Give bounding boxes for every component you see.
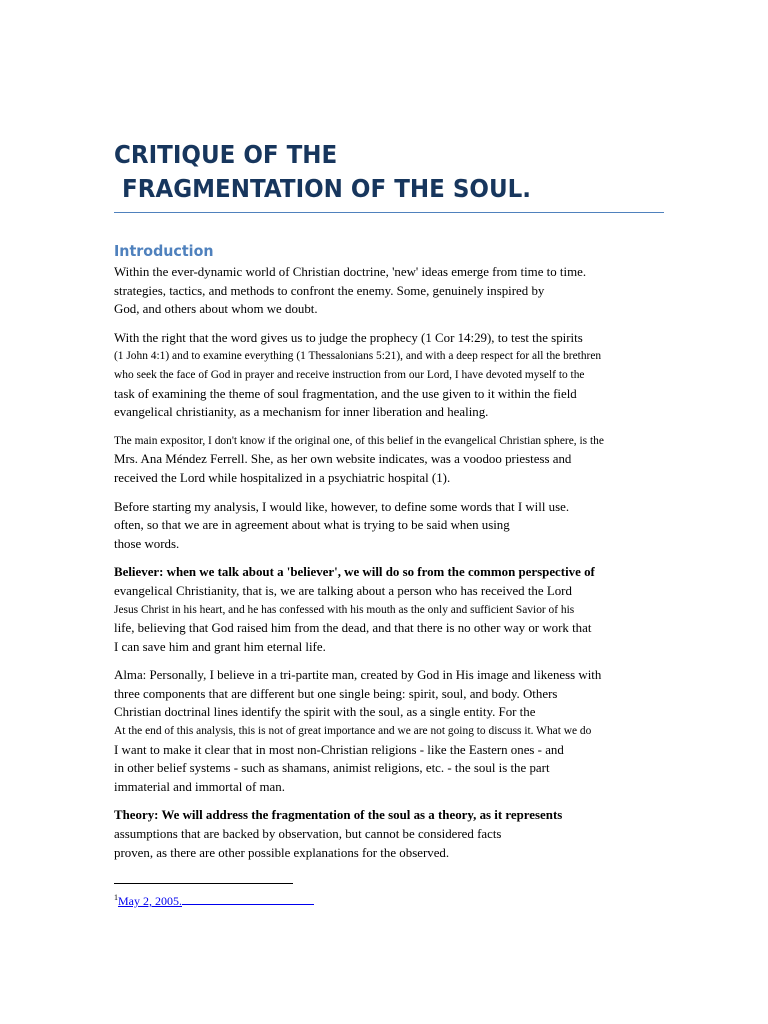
footnote-divider bbox=[114, 883, 293, 884]
text-line: in other belief systems - such as shamans, animist religions, etc. - the soul is the part bbox=[114, 760, 550, 776]
title-line-1: CRITIQUE OF THE bbox=[114, 140, 338, 169]
text-line: life, believing that God raised him from the dead, and that there is no other way or work that bbox=[114, 620, 592, 636]
text-line: Within the ever-dynamic world of Christian doctrine, 'new' ideas emerge from time to time. bbox=[114, 264, 587, 279]
text-line: Mrs. Ana Méndez Ferrell. She, as her own website indicates, was a voodoo priestess and bbox=[114, 451, 572, 467]
text-line: At the end of this analysis, this is not of great importance and we are not going to discuss it. What we do bbox=[114, 725, 592, 738]
paragraph bbox=[114, 329, 674, 422]
document-title bbox=[114, 138, 666, 206]
footnote bbox=[114, 890, 314, 909]
title-divider bbox=[114, 212, 664, 213]
text-line: evangelical Christianity, that is, we are talking about a person who has received the Lord bbox=[114, 582, 572, 598]
text-line: With the right that the word gives us to judge the prophecy (1 Cor 14:29), to test the spirits bbox=[114, 329, 583, 345]
text-line: I want to make it clear that in most non-Christian religions - like the Eastern ones - and bbox=[114, 741, 564, 757]
text-line: Alma: Personally, I believe in a tri-partite man, created by God in His image and likeness with bbox=[114, 667, 602, 683]
paragraph bbox=[114, 563, 674, 656]
text-line: Before starting my analysis, I would like, however, to define some words that I will use. bbox=[114, 498, 570, 514]
text-line: evangelical christianity, as a mechanism for inner liberation and healing. bbox=[114, 404, 489, 420]
text-line: I can save him and grant him eternal life. bbox=[114, 638, 326, 654]
text-line: Theory: We will address the fragmentation of the soul as a theory, as it represents bbox=[114, 807, 563, 823]
text-line: (1 John 4:1) and to examine everything (1 Thessalonians 5:21), and with a deep respect for all the brethren bbox=[114, 350, 602, 363]
paragraph bbox=[114, 263, 674, 319]
footnote-marker: 1 bbox=[114, 893, 118, 902]
footnote-link-underline bbox=[182, 893, 314, 905]
text-line: immaterial and immortal of man. bbox=[114, 778, 285, 794]
text-line: assumptions that are backed by observation, but cannot be considered facts bbox=[114, 826, 502, 842]
paragraph bbox=[114, 498, 674, 554]
title-line-2: FRAGMENTATION OF THE SOUL. bbox=[114, 174, 532, 203]
section-heading-introduction: Introduction bbox=[114, 242, 214, 260]
text-line: The main expositor, I don't know if the original one, of this belief in the evangelical Christian sphere, is the bbox=[114, 434, 604, 447]
paragraph bbox=[114, 432, 674, 488]
text-line: who seek the face of God in prayer and receive instruction from our Lord, I have devoted myself to the bbox=[114, 368, 585, 381]
text-line: those words. bbox=[114, 535, 180, 551]
text-line: task of examining the theme of soul fragmentation, and the use given to it within the field bbox=[114, 385, 577, 401]
text-line: Believer: when we talk about a 'believer', we will do so from the common perspective of bbox=[114, 564, 595, 580]
paragraph bbox=[114, 806, 674, 862]
text-line: often, so that we are in agreement about what is trying to be said when using bbox=[114, 517, 510, 533]
paragraph bbox=[114, 666, 674, 796]
text-line: proven, as there are other possible explanations for the observed. bbox=[114, 844, 450, 860]
text-line: strategies, tactics, and methods to confront the enemy. Some, genuinely inspired by bbox=[114, 282, 545, 298]
text-line: God, and others about whom we doubt. bbox=[114, 301, 318, 317]
text-line: Jesus Christ in his heart, and he has confessed with his mouth as the only and sufficient Savior of his bbox=[114, 603, 575, 616]
footnote-link[interactable]: May 2, 2005. bbox=[118, 894, 182, 908]
text-line: three components that are different but one single being: spirit, soul, and body. Others bbox=[114, 685, 558, 701]
document-body bbox=[114, 263, 674, 872]
text-line: Christian doctrinal lines identify the spirit with the soul, as a single entity. For the bbox=[114, 704, 536, 720]
text-line: received the Lord while hospitalized in a psychiatric hospital (1). bbox=[114, 469, 451, 485]
